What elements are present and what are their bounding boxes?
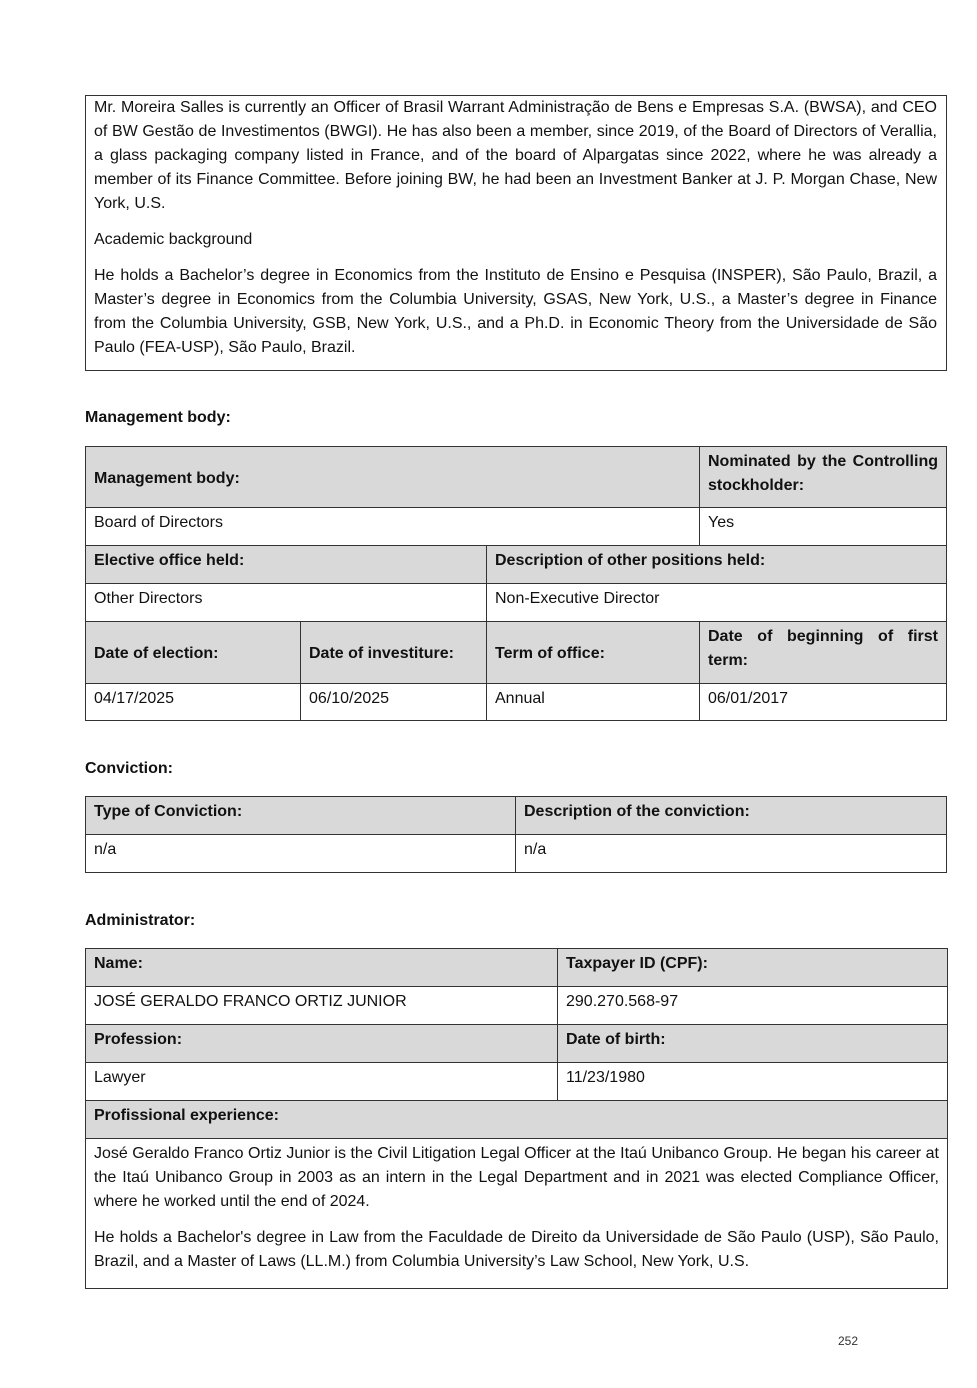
experience-header: Profissional experience: bbox=[86, 1101, 948, 1139]
experience-paragraph: José Geraldo Franco Ortiz Junior is the Civil Litigation Legal Officer at the Itaú Unibanco Group. He began his career at the Itaú Unibanco Group in 2003 as an intern in the Legal Department and in 2021 was elected Compliance Officer, where he worked until the end of 2024. bbox=[94, 1145, 939, 1210]
nominated-value: Yes bbox=[700, 508, 947, 546]
conviction-type-value: n/a bbox=[86, 835, 516, 873]
administrator-table bbox=[85, 948, 948, 1289]
management-body-value: Board of Directors bbox=[86, 508, 700, 546]
conviction-type-header: Type of Conviction: bbox=[86, 797, 516, 835]
education-paragraph: He holds a Bachelor's degree in Law from the Faculdade de Direito da Universidade de São Paulo (USP), São Paulo, Brazil, and a Master of Laws (LL.M.) from Columbia University’s Law School, New York, U.S. bbox=[94, 1229, 939, 1270]
profession-value: Lawyer bbox=[86, 1063, 558, 1101]
term-header: Term of office: bbox=[487, 622, 700, 684]
nominated-header: Nominated by the Controlling stockholder: bbox=[700, 447, 947, 508]
birth-date-header: Date of birth: bbox=[558, 1025, 948, 1063]
page-number: 252 bbox=[838, 1334, 859, 1348]
election-date-value: 04/17/2025 bbox=[86, 684, 301, 721]
cpf-header: Taxpayer ID (CPF): bbox=[558, 949, 948, 987]
administrator-section-title: Administrator: bbox=[85, 912, 196, 929]
elective-office-header: Elective office held: bbox=[86, 546, 487, 584]
bio-paragraph: Mr. Moreira Salles is currently an Officer of Brasil Warrant Administração de Bens e Empresas S.A. (BWSA), and CEO of BW Gestão de Investimentos (BWGI). He has also been a member, since 2019, of the Board of Directors of Verallia, a glass packaging company listed in France, and of the board of Alpargatas since 2022, where he was already a member of its Finance Committee. Before joining BW, he had been an Investment Banker at J. P. Morgan Chase, New York, U.S. bbox=[94, 99, 937, 212]
other-positions-value: Non-Executive Director bbox=[487, 584, 947, 622]
conviction-description-value: n/a bbox=[516, 835, 947, 873]
term-value: Annual bbox=[487, 684, 700, 721]
name-header: Name: bbox=[86, 949, 558, 987]
investiture-date-value: 06/10/2025 bbox=[301, 684, 487, 721]
management-table bbox=[85, 446, 947, 721]
conviction-description-header: Description of the conviction: bbox=[516, 797, 947, 835]
management-body-header: Management body: bbox=[86, 447, 700, 508]
first-term-value: 06/01/2017 bbox=[700, 684, 947, 721]
academic-paragraph: He holds a Bachelor’s degree in Economics from the Instituto de Ensino e Pesquisa (INSPER), São Paulo, Brazil, a Master’s degree in Economics from the Columbia University, GSAS, New York, U.S., a Master’s degree in Finance from the Columbia University, GSB, New York, U.S., and a Ph.D. in Economic Theory from the Universidade de São Paulo (FEA-USP), São Paulo, Brazil. bbox=[94, 267, 937, 356]
biography-box bbox=[85, 95, 947, 371]
election-date-header: Date of election: bbox=[86, 622, 301, 684]
elective-office-value: Other Directors bbox=[86, 584, 487, 622]
investiture-date-header: Date of investiture: bbox=[301, 622, 487, 684]
management-section-title: Management body: bbox=[85, 409, 231, 426]
academic-heading: Academic background bbox=[94, 231, 253, 248]
conviction-table bbox=[85, 796, 947, 873]
experience-cell bbox=[86, 1139, 948, 1289]
document-page bbox=[85, 95, 947, 1289]
administrator-name: JOSÉ GERALDO FRANCO ORTIZ JUNIOR bbox=[86, 987, 558, 1025]
administrator-cpf: 290.270.568-97 bbox=[558, 987, 948, 1025]
conviction-section-title: Conviction: bbox=[85, 760, 173, 777]
birth-date-value: 11/23/1980 bbox=[558, 1063, 948, 1101]
first-term-header: Date of beginning of first term: bbox=[700, 622, 947, 684]
other-positions-header: Description of other positions held: bbox=[487, 546, 947, 584]
profession-header: Profession: bbox=[86, 1025, 558, 1063]
